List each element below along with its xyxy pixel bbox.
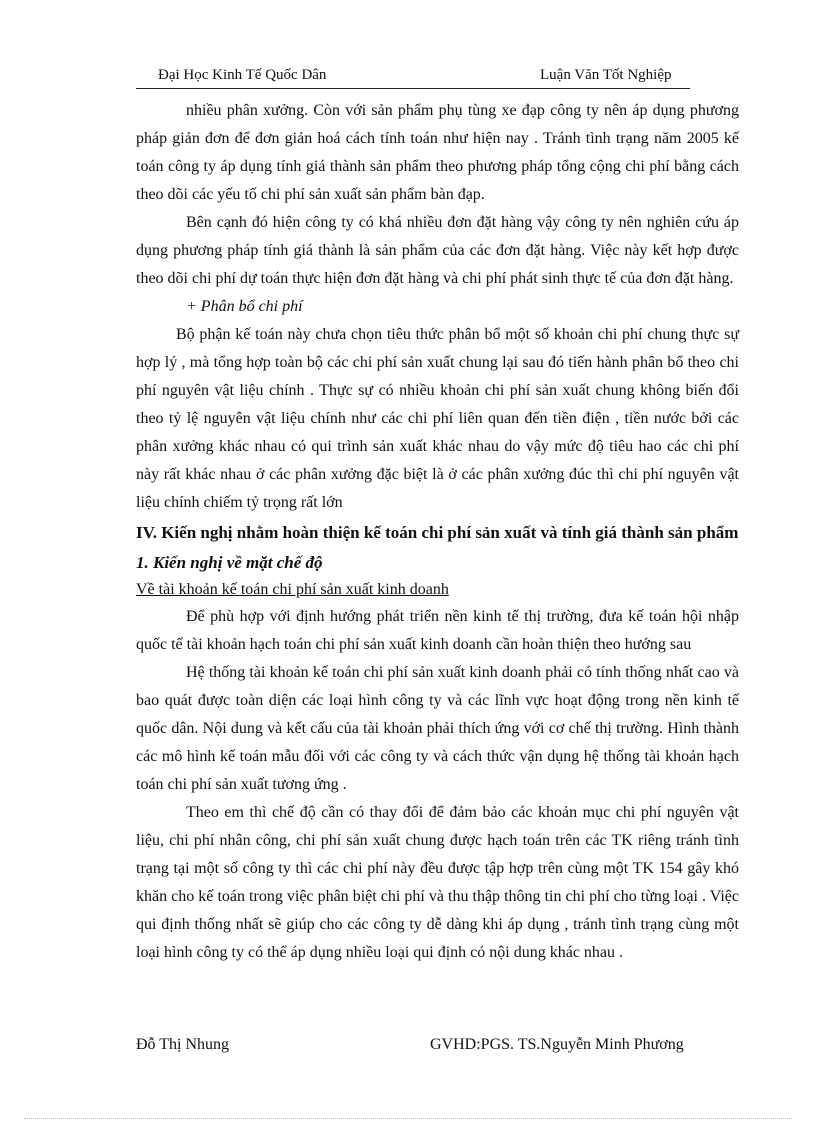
header-university: Đại Học Kinh Tế Quốc Dân (158, 67, 327, 83)
page-edge-divider (24, 1118, 792, 1119)
footer-advisor: GVHD:PGS. TS.Nguyễn Minh Phương (430, 1036, 684, 1053)
paragraph-6: Theo em thì chế độ cần có thay đổi để đảm bảo các khoản mục chi phí nguyên vật liệu, chi phí nhân công, chi phí sản xuất chung được hạch toán trên các TK riêng tránh tình trạng tại một số công ty thì các chi phí này đều được tập hợp trên cùng một TK 154 gây khó khăn cho kế toán trong việc phân biệt chi phí và thu thập thông tin chi phí cho từng loại . Việc qui định thống nhất sẽ giúp cho các công ty dễ dàng khi áp dụng , tránh tình trạng cùng một loại hình công ty có thể áp dụng nhiều loại qui định có nội dung khác nhau . (136, 804, 739, 961)
footer-author: Đỗ Thị Nhung (136, 1036, 230, 1053)
document-body (136, 97, 739, 967)
subheading-allocation: + Phân bổ chi phí (186, 298, 303, 315)
paragraph-3: Bộ phận kế toán này chưa chọn tiêu thức phân bổ một số khoản chi phí chung thực sự hợp lý , mà tổng hợp toàn bộ các chi phí sản xuất chung lại sau đó tiến hành phân bổ theo chi phí nguyên vật liệu chính . Thực sự có nhiều khoản chi phí sản xuất chung không biến đổi theo tỷ lệ nguyên vật liệu chính như các chi phí liên quan đến tiền điện , tiền nước bởi các phân xưởng khác nhau có qui trình sản xuất khác nhau do vậy mức độ tiêu hao các chi phí này rất khác nhau ở các phân xưởng đặc biệt là ở các phân xưởng đúc thì chi phí nguyên vật liệu chính chiếm tỷ trọng rất lớn (136, 326, 739, 511)
paragraph-1: nhiều phân xưởng. Còn với sản phẩm phụ tùng xe đạp công ty nên áp dụng phương pháp giản đơn để đơn giản hoá cách tính toán như hiện nay . Tránh tình trạng năm 2005 kế toán công ty áp dụng tính giá thành sản phẩm theo phương pháp tổng cộng chi phí bằng cách theo dõi các yếu tố chi phí sản xuất sản phẩm bàn đạp. (136, 102, 739, 203)
paragraph-2: Bên cạnh đó hiện công ty có khá nhiều đơn đặt hàng vậy công ty nên nghiên cứu áp dụng phương pháp tính giá thành là sản phẩm của các đơn đặt hàng. Việc này kết hợp được theo dõi chi phí dự toán thực hiện đơn đặt hàng và chi phí phát sinh thực tế của đơn đặt hàng. (136, 214, 739, 287)
header-document-type: Luận Văn Tốt Nghiệp (540, 67, 672, 83)
paragraph-5: Hệ thống tài khoản kế toán chi phí sản xuất kinh doanh phải có tính thống nhất cao và bao quát được toàn diện các loại hình công ty và các lĩnh vực hoạt động trong nền kinh tế quốc dân. Nội dung và kết cấu của tài khoản phải thích ứng với cơ chế thị trường. Hình thành các mô hình kế toán mẫu đối với các công ty và cách thức vận dụng hệ thống tài khoản hạch toán chi phí sản xuất tương ứng . (136, 664, 739, 793)
page-header (136, 66, 690, 89)
section-heading-iv: IV. Kiến nghị nhằm hoàn thiện kế toán chi phí sản xuất và tính giá thành sản phẩm (136, 523, 739, 542)
subsection-heading-1: 1. Kiến nghị về mặt chế độ (136, 553, 323, 572)
paragraph-4: Để phù hợp với định hướng phát triển nền kinh tế thị trường, đưa kế toán hội nhập quốc tế tài khoản hạch toán chi phí sản xuất kinh doanh cần hoàn thiện theo hướng sau (136, 608, 739, 653)
account-heading: Về tài khoản kế toán chi phí sản xuất kinh doanh (136, 581, 449, 598)
